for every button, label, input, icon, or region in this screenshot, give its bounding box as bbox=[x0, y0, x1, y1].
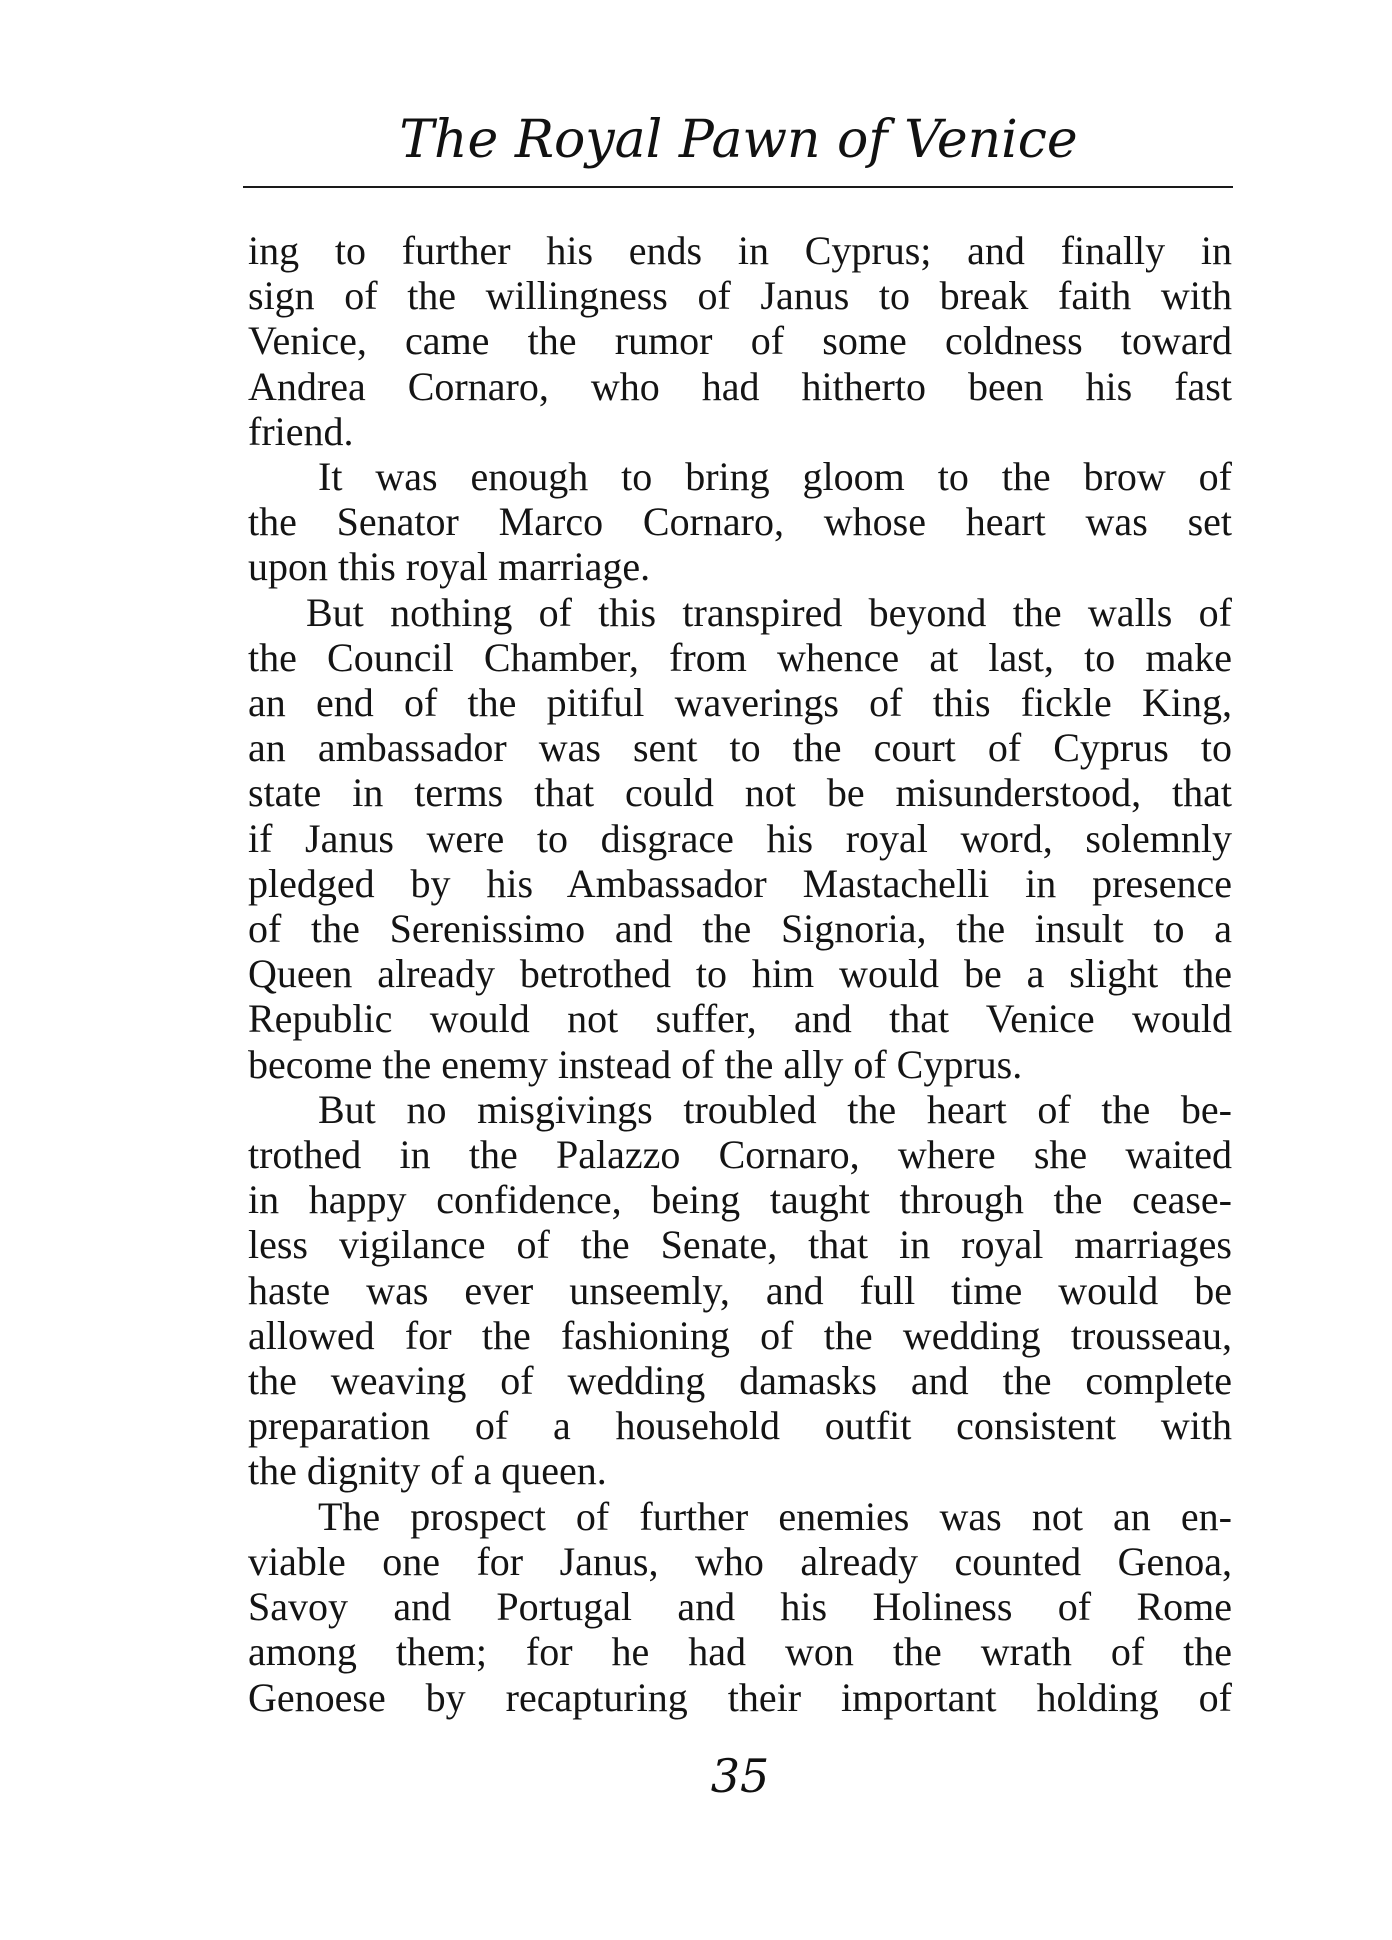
text-line: Queen already betrothed to him would be a slight the bbox=[248, 951, 1232, 997]
text-line: Savoy and Portugal and his Holiness of Rome bbox=[248, 1584, 1232, 1630]
text-line: But nothing of this transpired beyond the walls of bbox=[306, 589, 1232, 635]
text-line: among them; for he had won the wrath of the bbox=[248, 1629, 1232, 1675]
text-line: preparation of a household outfit consistent with bbox=[248, 1403, 1232, 1449]
text-line: an end of the pitiful waverings of this fickle King, bbox=[248, 680, 1232, 726]
text-line: in happy confidence, being taught through the cease- bbox=[248, 1177, 1232, 1223]
paragraph bbox=[248, 1087, 1232, 1494]
text-line: the Senator Marco Cornaro, whose heart was set bbox=[248, 499, 1232, 545]
text-line: sign of the willingness of Janus to break faith with bbox=[248, 273, 1232, 319]
text-line: state in terms that could not be misunderstood, that bbox=[248, 770, 1232, 816]
text-line: It was enough to bring gloom to the brow of bbox=[318, 454, 1232, 500]
paragraph bbox=[248, 454, 1232, 590]
text-line: the weaving of wedding damasks and the complete bbox=[248, 1358, 1232, 1404]
text-line: the dignity of a queen. bbox=[248, 1448, 607, 1494]
text-line: an ambassador was sent to the court of Cyprus to bbox=[248, 725, 1232, 771]
text-line: viable one for Janus, who already counted Genoa, bbox=[248, 1538, 1232, 1584]
text-line: Republic would not suffer, and that Venice would bbox=[248, 996, 1232, 1042]
text-line: friend. bbox=[248, 408, 354, 454]
paragraph bbox=[248, 228, 1232, 454]
text-line: less vigilance of the Senate, that in royal marriages bbox=[248, 1222, 1232, 1268]
text-line: pledged by his Ambassador Mastachelli in presence bbox=[248, 860, 1232, 906]
text-line: Venice, came the rumor of some coldness toward bbox=[248, 318, 1232, 364]
header-rule bbox=[243, 186, 1233, 188]
text-line: Genoese by recapturing their important holding of bbox=[248, 1674, 1232, 1720]
text-line: haste was ever unseemly, and full time would be bbox=[248, 1267, 1232, 1313]
text-line: upon this royal marriage. bbox=[248, 544, 651, 590]
text-line: the Council Chamber, from whence at last, to make bbox=[248, 634, 1232, 680]
text-line: allowed for the fashioning of the wedding trousseau, bbox=[248, 1312, 1232, 1358]
paragraph bbox=[248, 1494, 1232, 1720]
page-number: 35 bbox=[710, 1749, 770, 1803]
running-head: The Royal Pawn of Venice bbox=[399, 110, 1078, 170]
text-line: Andrea Cornaro, who had hitherto been his fast bbox=[248, 363, 1232, 409]
text-line: ing to further his ends in Cyprus; and finally in bbox=[248, 228, 1232, 273]
text-line: But no misgivings troubled the heart of the be- bbox=[318, 1086, 1232, 1132]
body-text bbox=[248, 228, 1232, 1720]
text-line: The prospect of further enemies was not an en- bbox=[318, 1493, 1232, 1539]
text-line: of the Serenissimo and the Signoria, the insult to a bbox=[248, 906, 1232, 952]
paragraph bbox=[248, 590, 1232, 1087]
text-line: trothed in the Palazzo Cornaro, where she waited bbox=[248, 1132, 1232, 1178]
text-line: if Janus were to disgrace his royal word, solemnly bbox=[248, 815, 1232, 861]
text-line: become the enemy instead of the ally of Cyprus. bbox=[248, 1041, 1023, 1087]
